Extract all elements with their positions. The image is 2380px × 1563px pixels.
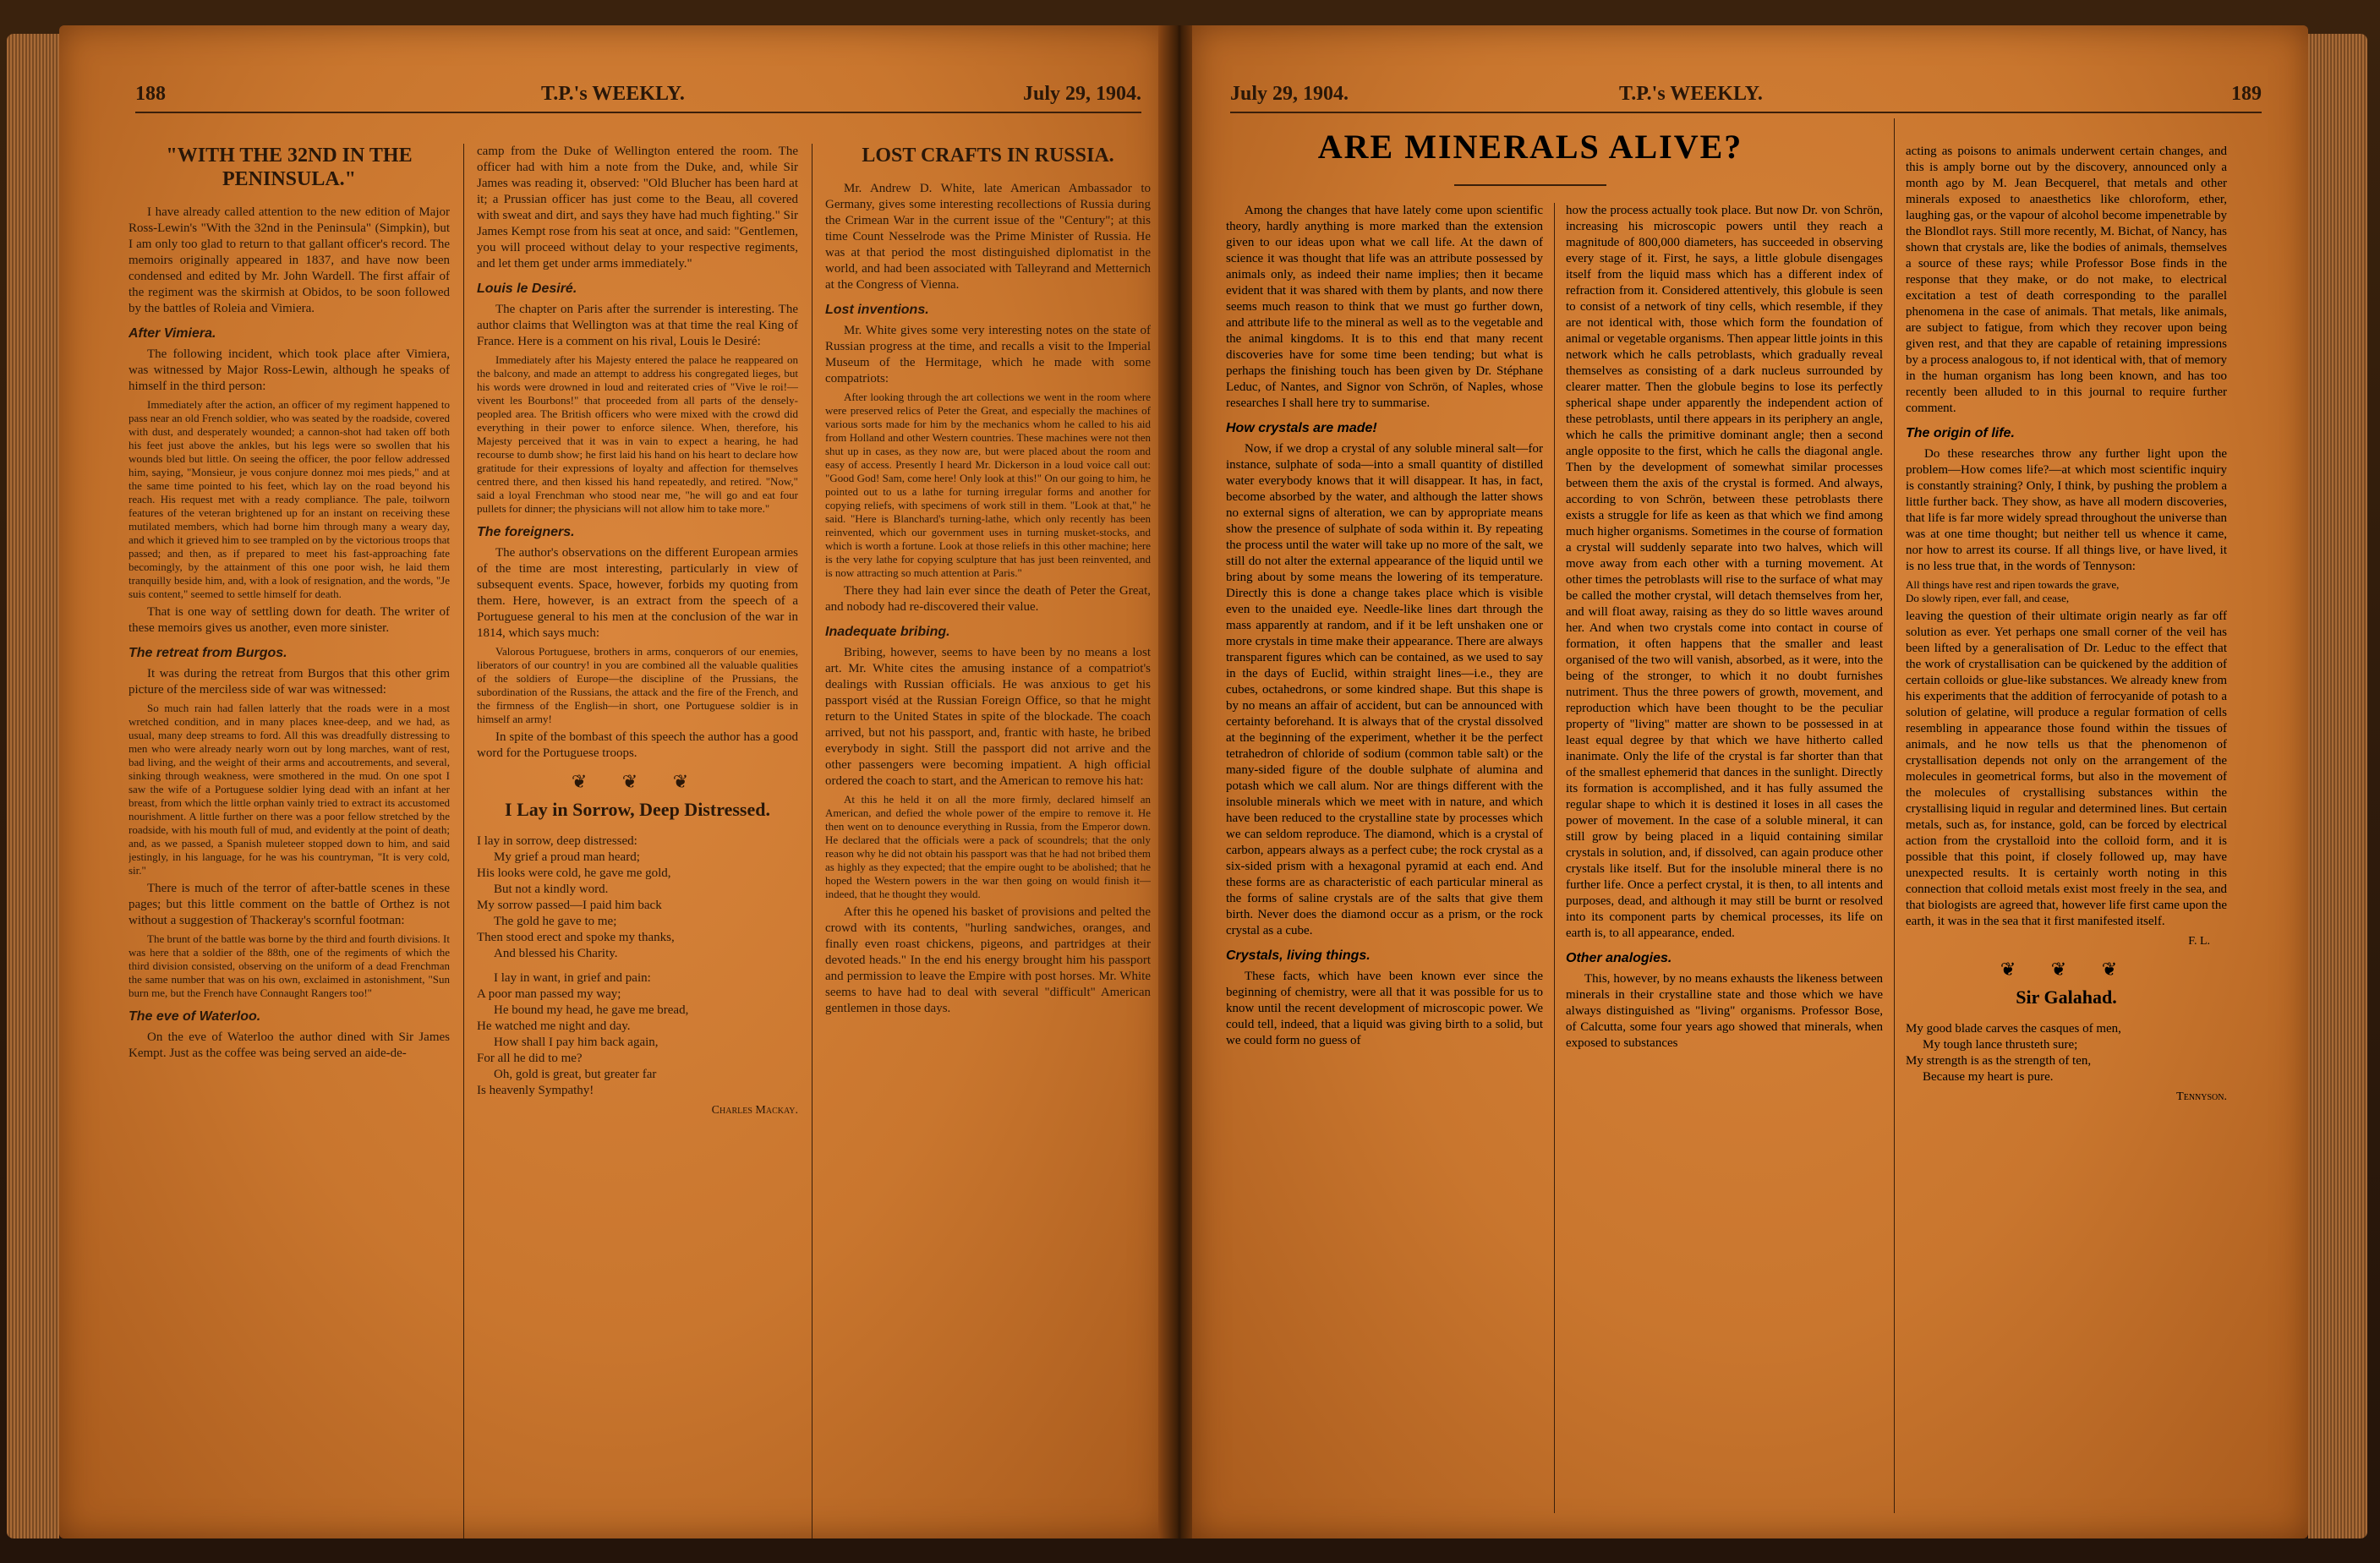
paragraph: leaving the question of their ultimate origin nearly as far off solution as ever. Yet perhaps one small corner of the veil has been lifted by a generalisation of Dr. Leduc to the effect that the work of crystallisation can be quickened by the addition of certain colloids or glue-like substances. We already knew from his experiments that the addition of ferrocyanide of potash to a solution of gelatine, will produce a regular formation of cells resembling in appearance those found within the tissues of animals, and he now tells us that the phenomenon of crystallisation depends not only on the arrangement of the molecules in geometrical forms, but also in the movement of the molecules of crystallising substances within the crystallising liquid in regular and determined lines. But certain metals, such as, for instance, gold, can be forced by electrical action from the crystalloid into the colloid form, and it is possible that this point, if closely followed up, may have unexpected results. It is certainly worth noting in this connection that colloid metals exist most freely in the sea, and that biologists are agreed that, however life first came upon the earth, it was in the sea that it first manifested itself. bbox=[1906, 609, 2227, 928]
right-column-2 bbox=[1566, 203, 1883, 1522]
poem-line: But not a kindly word. bbox=[494, 883, 609, 896]
paragraph: Do these researches throw any further light upon the problem—How comes life?—at which most scientific inquiry is constantly straining? Only, I think, by pushing the problem a little further back. They show, as have all modern discoveries, that life is far more widely spread throughout the universe than was at one time thought; but neither tell us whence it came, nor how to arrest its course. If all things live, or have lived, it is no less true that, in the words of Tennyson: bbox=[1906, 447, 2227, 573]
signature: F. L. bbox=[2188, 935, 2210, 948]
left-page-number: 188 bbox=[135, 83, 166, 105]
quote: After looking through the art collections we went in the room where were preserved relics of Peter the Great, and especially the machines of various sorts made for him by the mechanics whom he called to his aid from Holland and other Western countries. These machines were not then shut up in cases, as they now are, but were placed about the room and easy of access. Presently I heard Mr. Dickerson in a loud voice call out: "Good God! Sam, come here! Only look at this!" On our going to him, he pointed out to us a lathe for turning irregular forms and another for copying reliefs, with specimens of work still in them. "Look at that," he said. "Here is Blanchard's turning-lathe, which only recently has been reinvented, which our government uses in turning musket-stocks, and which is worth a fortune. Look at those reliefs in this other machine; here is the very lathe for copying sculpture that has just been reinvented, and is now attracting so much attention at Paris." bbox=[825, 391, 1151, 579]
paragraph: That is one way of settling down for death. The writer of these memoirs gives us another, even more sinister. bbox=[129, 605, 450, 635]
quote: Immediately after the action, an officer of my regiment happened to pass near an old French soldier, who was seated by the roadside, covered with dust, and desperately wounded; a cannon-shot had taken off both his feet just above the ankles, but his legs were so swollen that his wounds bled but little. On seeing the officer, the poor fellow addressed him, saying, "Monsieur, je vous conjure donnez moi mes pieds," and at the same time pointed to his feet, which lay on the road beyond his reach. His request met with a ready compliance. The pale, toilworn features of the veteran brightened up for an instant on receiving these mutilated members, which had borne him through many a weary day, and which it grieved him to see trampled on by the victorious troops that passed; and then, as if prepared to meet his fast-approaching fate becomingly, by the attainment of this one poor wish, he laid them tranquilly beside him, and, with a look of resignation, and the words, "Je suis content," seemed to settle himself for death. bbox=[129, 398, 450, 600]
paragraph: Mr. White gives some very interesting notes on the state of Russian progress at the time, and recalls a visit to the Imperial Museum of the Hermitage, which he made with some compatriots: bbox=[825, 324, 1151, 385]
poem-line: My sorrow passed—I paid him back bbox=[477, 899, 662, 912]
quote: Valorous Portuguese, brothers in arms, conquerors of our enemies, liberators of our country! in you are combined all the valuable qualities of the soldiers of Europe—the discipline of the Prussians, the subordination of the Russians, the attack and the fire of the French, and the firmness of the English—in short, one Portuguese soldier is in himself an army! bbox=[477, 645, 798, 725]
paragraph: After this he opened his basket of provisions and pelted the crowd with its contents, "hurling sandwiches, oranges, and finally even roast chickens, pigeons, and partridges at their devoted heads." In the end his energy brought him his passport and permission to leave the Empire with post horses. Mr. White seems to have had to deal with several "difficult" American gentlemen in those days. bbox=[825, 905, 1151, 1015]
right-page-edges bbox=[2308, 34, 2367, 1538]
left-page-edges bbox=[7, 34, 59, 1538]
poem-galahad bbox=[1906, 1021, 2227, 1085]
article-title-russia: LOST CRAFTS IN RUSSIA. bbox=[862, 145, 1114, 167]
paragraph: Among the changes that have lately come upon scientific theory, hardly anything is more marked than the extension given to our ideas upon what we call life. At the dawn of science it was thought that life was an attribute possessed by animals only, as indeed their name implies; then it became evident that it was shared with them by plants, and now there seems much reason to think that we must go further down, and attribute life to the mineral as well as to the vegetable and the animal kingdoms. It is to this end that many recent discoveries have for some time been tending; but what is perhaps the finishing touch has been given by Dr. Stéphane Leduc, of Nantes, and Signor von Schrön, of Naples, whose researches I shall here try to summarise. bbox=[1226, 204, 1543, 410]
poem-line: My good blade carves the casques of men, bbox=[1906, 1022, 2121, 1036]
subheading: The origin of life. bbox=[1906, 426, 2015, 440]
right-running-title: T.P.'s WEEKLY. bbox=[1619, 83, 1763, 105]
poem-line: How shall I pay him back again, bbox=[494, 1036, 659, 1049]
poem-line: Oh, gold is great, but greater far bbox=[494, 1068, 657, 1081]
left-column-1 bbox=[129, 144, 450, 1547]
verse-line: Do slowly ripen, ever fall, and cease, bbox=[1906, 592, 2070, 604]
right-column-1 bbox=[1226, 203, 1543, 1522]
paragraph: There is much of the terror of after-battle scenes in these pages; but this little comment on the battle of Orthez is not without a suggestion of Thackeray's scornful footman: bbox=[129, 882, 450, 927]
column-rule bbox=[1554, 203, 1555, 1513]
poem-author: Charles Mackay. bbox=[711, 1104, 798, 1117]
poem-line: I lay in want, in grief and pain: bbox=[494, 971, 651, 985]
left-page bbox=[59, 25, 1167, 1538]
poem-line: Then stood erect and spoke my thanks, bbox=[477, 931, 675, 944]
right-header bbox=[1230, 78, 2262, 113]
column-rule bbox=[1894, 118, 1895, 1513]
quote: The brunt of the battle was borne by the third and fourth divisions. It was here that a soldier of the 88th, one of the regiments of which the third division consisted, observing on the uniform of a dead Frenchman the same number that was on his own, exclaimed in astonishment, "Sun burn me, but the French have Connaught Rangers too!" bbox=[129, 932, 450, 999]
right-page-number: 189 bbox=[2231, 83, 2262, 105]
poem-line: A poor man passed my way; bbox=[477, 987, 621, 1001]
subheading: The eve of Waterloo. bbox=[129, 1009, 261, 1024]
paragraph: In spite of the bombast of this speech the author has a good word for the Portuguese troops. bbox=[477, 730, 798, 760]
article-title-peninsula: "WITH THE 32ND IN THE PENINSULA." bbox=[166, 145, 413, 190]
paragraph: On the eve of Waterloo the author dined with Sir James Kempt. Just as the coffee was being served an aide-de- bbox=[129, 1030, 450, 1060]
left-column-3 bbox=[825, 144, 1151, 1547]
paragraph: These facts, which have been known ever since the beginning of chemistry, were all that it was possible for us to know until the recent development of microscopic power. We could tell, indeed, that a liquid was giving birth to a solid, but we could form no guess of bbox=[1226, 970, 1543, 1047]
subheading: Inadequate bribing. bbox=[825, 625, 950, 639]
ornament: ❦ ❦ ❦ bbox=[2000, 959, 2133, 980]
paragraph: There they had lain ever since the death of Peter the Great, and nobody had re-discovered their value. bbox=[825, 584, 1151, 614]
paragraph: Now, if we drop a crystal of any soluble mineral salt—for instance, sulphate of soda—into a small quantity of distilled water everybody knows that it will disappear. It has, in fact, become absorbed by the water, and although the latter shows no external signs of alteration, we can by appropriate means show the presence of sulphate of soda within it. By repeating the process until the water will take up no more of the salt, we still do not alter the external appearance of the liquid until we bring about by some means the lowering of its temperature. Directly this is done a change takes place which is visible even to the unaided eye. Needle-like lines dart through the mass apparently at random, and if it be left unshaken one or more crystals in time make their appearance. There are always transparent figures which can be contained, as we used to say in the days of Euclid, within straight lines—i.e., they are cubes, octahedrons, or some kindred shape. But this shape is by no means an affair of accident, but can be announced with certainty beforehand. It is always that of the crystal dissolved at the beginning of the experiment, whether it be the perfect tetrahedron of chloride of sodium (common table salt) or the many-sided figure of the double sulphate of alumina and potash which we call alum. Nor are things different with the insoluble minerals which we meet with in nature, and which have been reduced to the crystalline state by processes which we can seldom reproduce. The diamond, which is a crystal of carbon, appears always as a perfect cube; the rock crystal as a six-sided prism with a hexagonal pyramid at each end. And these forms are as characteristic of each particular mineral as the forms of saline crystals are of the salts that give them birth. Never does the diamond occur as a prism, or the rock crystal as a cube. bbox=[1226, 442, 1543, 937]
left-column-2 bbox=[477, 144, 798, 1547]
poem-line bbox=[477, 962, 798, 970]
paragraph: I have already called attention to the new edition of Major Ross-Lewin's "With the 32nd in the Peninsula" (Simpkin), but I am only too glad to return to that gallant officer's record. The memoirs originally appeared in 1837, and have now been condensed and edited by Mr. John Wardell. The first affair of the regiment was the skirmish at Obidos, to be soon followed by the battles of Roleia and Vimiera. bbox=[129, 205, 450, 315]
subheading: Other analogies. bbox=[1566, 951, 1672, 965]
right-column-3 bbox=[1906, 144, 2227, 1522]
poem-line: I lay in sorrow, deep distressed: bbox=[477, 834, 637, 848]
poem-title: I Lay in Sorrow, Deep Distressed. bbox=[505, 799, 770, 820]
poem-line: He bound my head, he gave me bread, bbox=[494, 1003, 689, 1017]
poem-title: Sir Galahad. bbox=[2016, 986, 2117, 1008]
subheading: How crystals are made! bbox=[1226, 421, 1377, 435]
poem-line: He watched me night and day. bbox=[477, 1019, 631, 1033]
verse-line: All things have rest and ripen towards the grave, bbox=[1906, 578, 2120, 591]
left-header bbox=[135, 78, 1141, 113]
paragraph: camp from the Duke of Wellington entered the room. The officer had with him a note from the Duke, and, while Sir James was reading it, observed: "Old Blucher has been hard at it; a Prussian officer has just come to the Beau, all covered with sweat and dirt, and says they have had much fighting." Sir James Kempt rose from his seat at once, and said: "Gentlemen, you will proceed without delay to your respective regiments, and let them get under arms immediately." bbox=[477, 145, 798, 271]
right-date: July 29, 1904. bbox=[1230, 83, 1349, 105]
subheading: After Vimiera. bbox=[129, 326, 216, 341]
poem-line: His looks were cold, he gave me gold, bbox=[477, 866, 671, 880]
subheading: Lost inventions. bbox=[825, 303, 929, 317]
paragraph: acting as poisons to animals underwent certain changes, and this is amply borne out by the discovery, announced only a month ago by M. Jean Becquerel, that metals and other minerals exposed to anaesthetics like chloroform, ether, laughing gas, or the vapour of alcohol become impenetrable by the Blondlot rays. Still more recently, M. Bichat, of Nancy, has shown that crystals are, like the bodies of animals, themselves a source of these rays; while Professor Bose finds in the response that they make, or do not make, to electrical excitation a test of death corresponding to the parallel phenomena in the case of animals. That metals, like animals, are subject to fatigue, from which they recover upon being given rest, and that they are capable of retaining impressions by a process analogous to, if not identical with, that of memory in the human organism has long been known, and has too recently been alluded to in this journal to require further comment. bbox=[1906, 145, 2227, 415]
quote: So much rain had fallen latterly that the roads were in a most wretched condition, and in many places knee-deep, and we had, as usual, many deep streams to ford. All this was dreadfully distressing to men who were already nearly worn out by long marches, want of rest, bad living, and the weight of their arms and accoutrements, and several, sinking through weakness, were smothered in the mud. On one spot I saw the wife of a Portuguese soldier lying dead with an infant at her breast, from which the little orphan vainly tried to extract its accustomed nourishment. A little further on there was a poor fellow stretched by the roadside, with his mouth full of mud, and evidently at the point of death; and, as we passed, a Spanish muleteer stopped down to him, and said jestingly, in his language, for he was his countryman, "It is very cold, sir." bbox=[129, 702, 450, 877]
ornament: ❦ ❦ ❦ bbox=[571, 771, 704, 792]
left-running-title: T.P.'s WEEKLY. bbox=[541, 83, 685, 105]
poem-line: My tough lance thrusteth sure; bbox=[1923, 1038, 2078, 1052]
poem-author: Tennyson. bbox=[2176, 1090, 2227, 1103]
paragraph: how the process actually took place. But now Dr. von Schrön, increasing his microscopic powers until they reach a magnitude of 800,000 diameters, has succeeded in observing every stage of it. First, he says, a little globule disengages itself from the liquid mass which has a different index of refraction from it. Considered attentively, this globule is seen to consist of a network of tiny cells, which resemble, if they are not identical with, those which form the foundation of animal or vegetable organisms. Then appear little joints in this network which he calls petroblasts, which gradually reveal themselves as consisting of a dark nucleus surrounded by clearer matter. Then the globule begins to lose its perfectly spherical shape under apparently the independent action of these petroblasts, until there appears in its periphery an angle, which he calls the primitive dominant angle; then a second angle opposite to the first, which he calls the diagonal angle. Then by the development of somewhat similar processes between them the axis of the crystal is formed. And always, according to von Schrön, between these petroblasts there exists a struggle for life as keen as that which we find among much higher organisms. Sometimes in the course of formation a crystal will suddenly separate into two halves, which will move away from each other with a turning movement. At other times the petroblasts will rise to the surface of what may be called the mother crystal, will detach themselves from her, and will float away, raising as they do so little waves around her. And when two crystals come into contact in course of formation, it often happens that the smaller and least organised of the two will vanish, absorbed, as it were, into the being of the stronger, to which it no doubt furnishes nutriment. Thus the three powers of growth, movement, and reproduction which have been thought to be the peculiar property of "living" matter are shown to be possessed in at least equal degree by that which we have hitherto called inanimate. Only the life of the crystal is far shorter than that of the smallest ephemerid that dances in the sunlight. Directly its formation is accomplished, and it has fully assumed the regular shape to which it is destined it loses in all cases the power of movement. In the case of a soluble mineral, it can still grow by being placed in a liquid containing similar crystals in solution, and, if dissolved, can again produce other crystals like itself. But for the insoluble mineral there is no further life. Once a perfect crystal, it is then, to all intents and purposes, dead, and although it may still be burnt or resolved into its component parts by chemical processes, its life on earth is, to all appearance, ended. bbox=[1566, 204, 1883, 940]
paragraph: This, however, by no means exhausts the likeness between minerals in their crystalline state and those which we have always distinguished as "living" organisms. Professor Bose, of Calcutta, some four years ago showed that minerals, when exposed to substances bbox=[1566, 972, 1883, 1050]
poem-line: The gold he gave to me; bbox=[494, 915, 617, 928]
subheading: Crystals, living things. bbox=[1226, 948, 1371, 963]
paragraph: Bribing, however, seems to have been by no means a lost art. Mr. White cites the amusing instance of a compatriot's dealings with Russian officials. He was anxious to get his passport viséd at the Russian Foreign Office, so that he might return to the United States in spite of the blockade. The coach arrived, but not his passport, and, frantic with haste, he bribed everybody in sight. Still the passport did not arrive and the other passengers were becoming impatient. A high official ordered the coach to start, and the American to remove his hat: bbox=[825, 646, 1151, 788]
subheading: Louis le Desiré. bbox=[477, 281, 577, 296]
left-date: July 29, 1904. bbox=[1022, 83, 1141, 105]
poem-mackay bbox=[477, 833, 798, 1099]
paragraph: The chapter on Paris after the surrender is interesting. The author claims that Wellington was at that time the real King of France. Here is a comment on his rival, Louis le Desiré: bbox=[477, 303, 798, 348]
subheading: The retreat from Burgos. bbox=[129, 646, 287, 660]
paragraph: It was during the retreat from Burgos that this other grim picture of the merciless side of war was witnessed: bbox=[129, 667, 450, 697]
paragraph: The following incident, which took place after Vimiera, was witnessed by Major Ross-Lewin, although he speaks of himself in the third person: bbox=[129, 347, 450, 393]
poem-line: My strength is as the strength of ten, bbox=[1906, 1054, 2092, 1068]
poem-line: Is heavenly Sympathy! bbox=[477, 1084, 594, 1097]
poem-line: Because my heart is pure. bbox=[1923, 1070, 2054, 1084]
poem-line: My grief a proud man heard; bbox=[494, 850, 640, 864]
subheading: The foreigners. bbox=[477, 525, 575, 539]
quote: At this he held it on all the more firmly, declared himself an American, and defied the whole power of the empire to remove it. He then went on to denounce everything in Russia, from the Emperor down. He declared that the officials were a pack of scoundrels; that the only reason why he did not obtain his passport was that he had not bribed them as highly as they expected; that the empire ought to be abolished; that he hoped the Western powers in the war then going on would finish it—indeed, that he thought they would. bbox=[825, 793, 1151, 900]
column-rule bbox=[463, 144, 464, 1538]
poem-line: For all he did to me? bbox=[477, 1052, 583, 1065]
poem-line: And blessed his Charity. bbox=[494, 947, 618, 960]
article-title-minerals: ARE MINERALS ALIVE? bbox=[1317, 128, 1743, 166]
title-rule bbox=[1454, 184, 1606, 186]
paragraph: The author's observations on the different European armies of the time are most interesting, particularly in view of subsequent events. Space, however, forbids my quoting from them. Here, however, is an extract from the speech of a Portuguese general to his men at the conclusion of the war in 1814, which says much: bbox=[477, 546, 798, 640]
quote: Immediately after his Majesty entered the palace he reappeared on the balcony, and made an attempt to address his congregated lieges, but his words were drowned in loud and reiterated cries of "Vive le roi!—vivent les Bourbons!" that proceeded from all parts of the densely-peopled area. The British officers who were mixed with the crowd did everything in their power to enforce silence. When, therefore, his Majesty perceived that it was in vain to expect a hearing, he had recourse to dumb show; he first laid his hand on his heart to declare how gratitude for their expressions of loyalty and affection for themselves centred there, and then kissed his hand repeatedly, and retired. "Now," said a loyal Frenchman who stood near me, "he will go and eat four pullets for dinner; the physicians will not allow him to take more." bbox=[477, 353, 798, 515]
paragraph: Mr. Andrew D. White, late American Ambassador to Germany, gives some interesting recollections of Russia during the Crimean War in the current issue of the "Century"; at this time Count Nesselrode was the Prime Minister of Russia. He was at that period the most distinguished diplomatist in the world, and had been associated with Talleyrand and Metternich at the Congress of Vienna. bbox=[825, 182, 1151, 292]
